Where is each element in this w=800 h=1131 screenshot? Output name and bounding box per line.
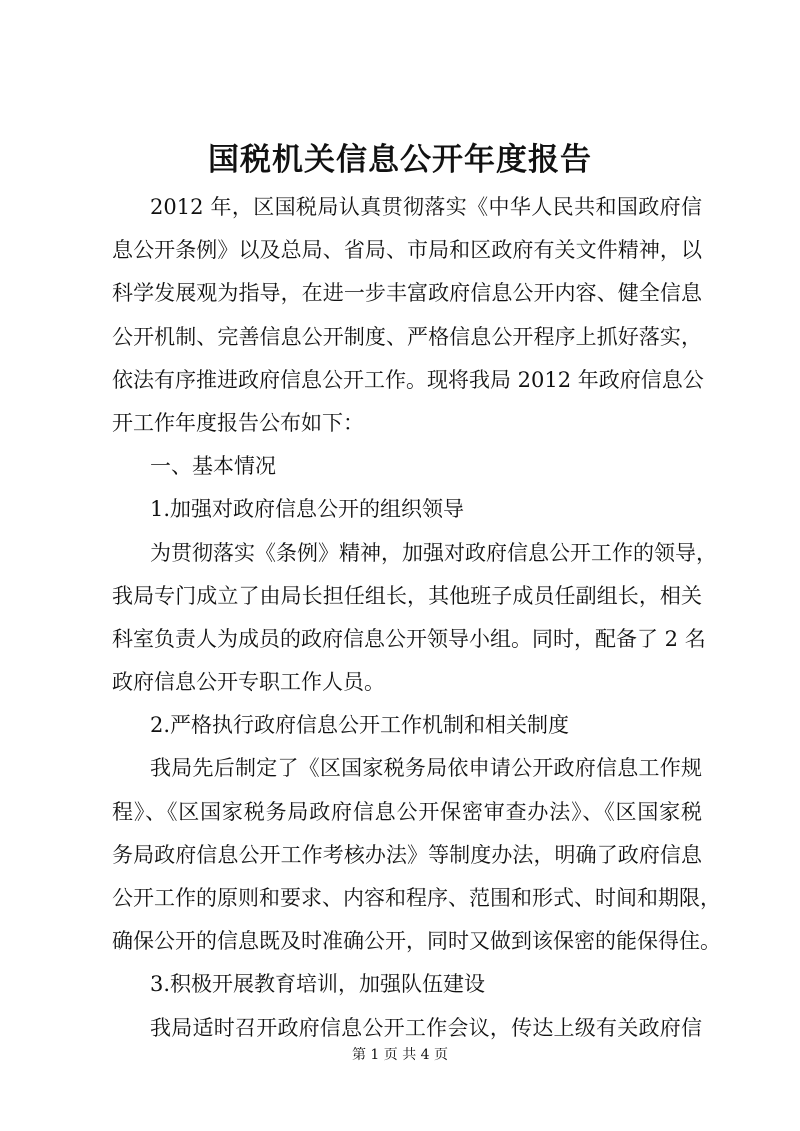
paragraph-line: 我局适时召开政府信息公开工作会议，传达上级有关政府信	[150, 1015, 702, 1040]
paragraph-line: 2012 年，区国税局认真贯彻落实《中华人民共和国政府信	[150, 195, 702, 219]
paragraph-line: 开工作年度报告公布如下：	[112, 410, 364, 435]
subsection-heading: 3.积极开展教育培训，加强队伍建设	[150, 972, 486, 997]
paragraph-line: 息公开条例》以及总局、省局、市局和区政府有关文件精神，以	[112, 238, 702, 263]
paragraph-line: 公开工作的原则和要求、内容和程序、范围和形式、时间和期限，	[112, 886, 721, 910]
paragraph-line: 公开机制、完善信息公开制度、严格信息公开程序上抓好落实，	[112, 324, 702, 349]
page-footer: 第 1 页 共 4 页	[351, 1047, 449, 1063]
paragraph-line: 政府信息公开专职工作人员。	[112, 670, 385, 695]
document-title: 国税机关信息公开年度报告	[208, 142, 592, 178]
paragraph-line: 我局先后制定了《区国家税务局依申请公开政府信息工作规	[150, 756, 702, 781]
section-heading: 一、基本情况	[150, 454, 276, 479]
document-body	[112, 186, 721, 1050]
paragraph-line: 依法有序推进政府信息公开工作。现将我局 2012 年政府信息公	[112, 367, 704, 392]
paragraph-line: 程》、《区国家税务局政府信息公开保密审查办法》、《区国家税	[112, 799, 702, 824]
paragraph-line: 务局政府信息公开工作考核办法》等制度办法，明确了政府信息	[112, 842, 702, 867]
subsection-heading: 1.加强对政府信息公开的组织领导	[150, 497, 465, 522]
paragraph-line: 科室负责人为成员的政府信息公开领导小组。同时，配备了 2 名	[112, 626, 706, 651]
subsection-heading: 2.严格执行政府信息公开工作机制和相关制度	[150, 713, 570, 738]
paragraph-line: 为贯彻落实《条例》精神，加强对政府信息公开工作的领导，	[150, 540, 717, 565]
paragraph-line: 我局专门成立了由局长担任组长，其他班子成员任副组长，相关	[112, 583, 702, 608]
paragraph-line: 确保公开的信息既及时准确公开，同时又做到该保密的能保得住。	[112, 929, 721, 954]
paragraph-line: 科学发展观为指导，在进一步丰富政府信息公开内容、健全信息	[112, 281, 702, 306]
